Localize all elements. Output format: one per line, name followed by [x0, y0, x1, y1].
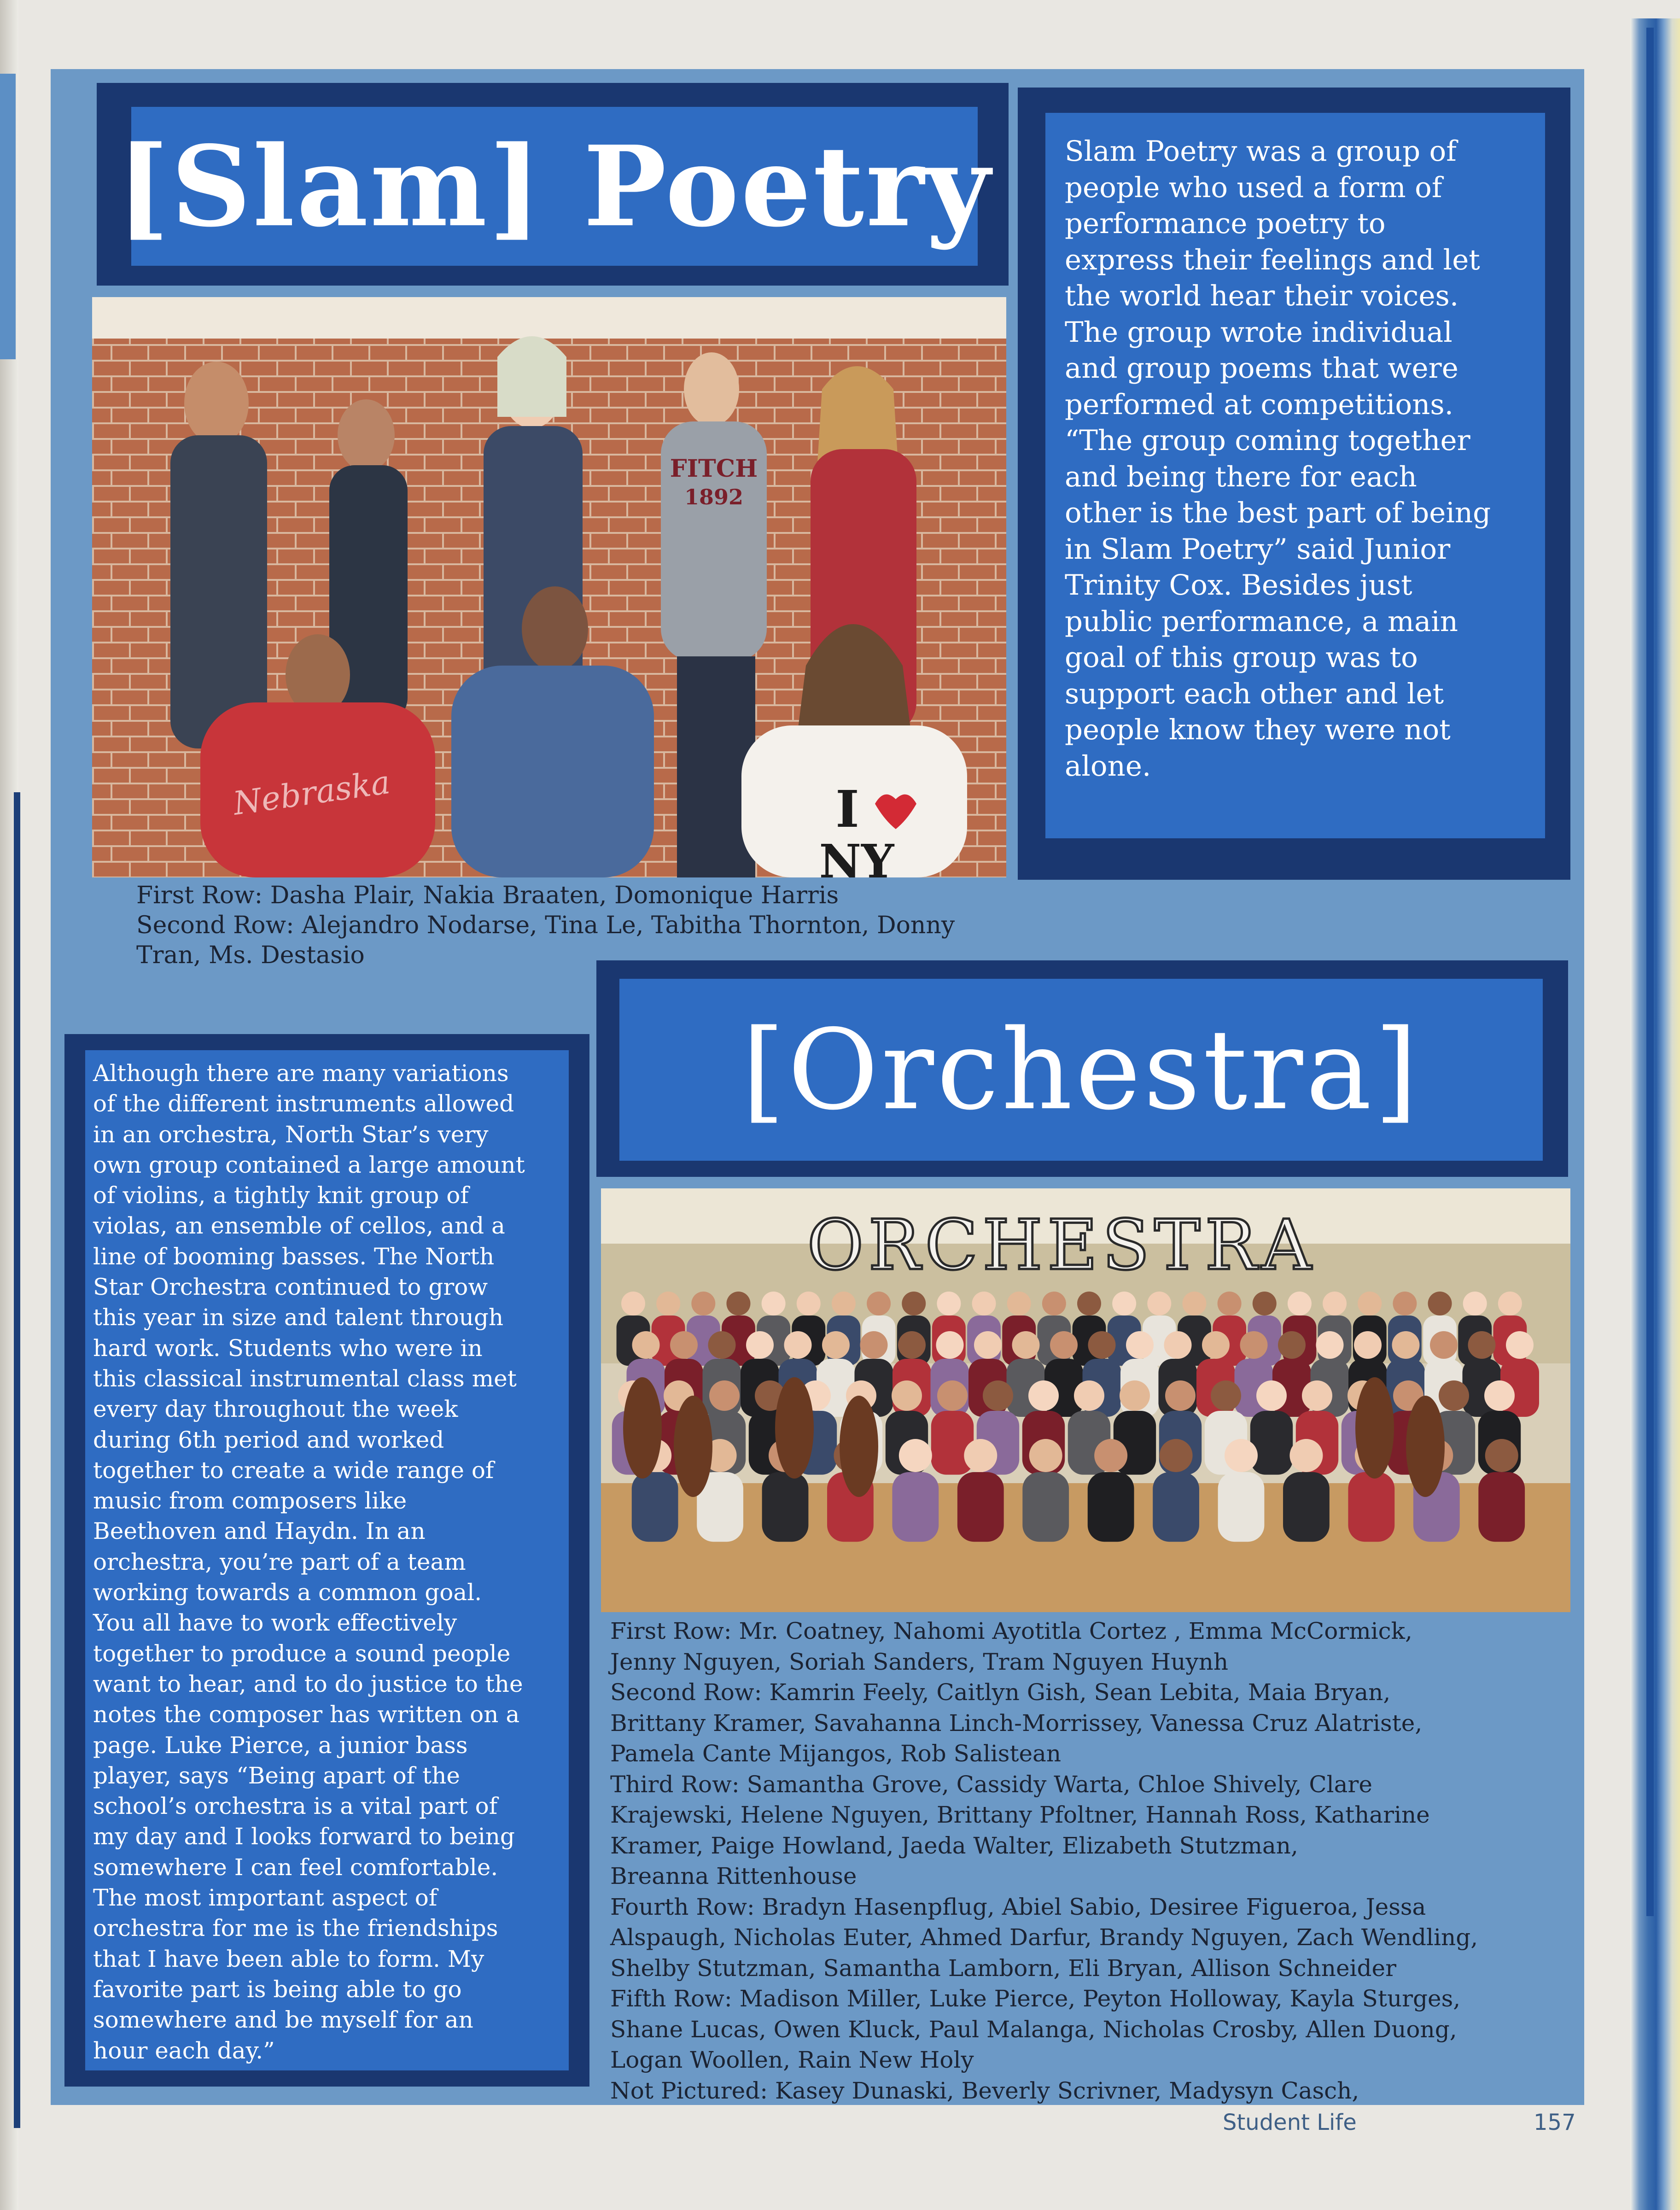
- footer-section: Student Life: [1223, 2110, 1357, 2135]
- orchestra-description-line: working towards a common goal.: [93, 1579, 482, 1606]
- student-figure: [957, 1472, 1004, 1542]
- cello-shape: [1355, 1377, 1394, 1479]
- orchestra-caption-line: Fourth Row: Bradyn Hasenpflug, Abiel Sabio, Desiree Figueroa, Jessa: [610, 1893, 1426, 1920]
- orchestra-description-line: together to produce a sound people: [93, 1640, 511, 1667]
- slam-title: [Slam] Poetry: [117, 121, 992, 251]
- student-figure: [1250, 1411, 1293, 1475]
- orchestra-description-line: during 6th period and worked: [93, 1426, 444, 1453]
- student-figure: [1088, 1472, 1134, 1542]
- student-head: [1392, 1331, 1420, 1359]
- slam-description-line: and group poems that were: [1065, 352, 1458, 385]
- orchestra-description-line: somewhere I can feel comfortable.: [93, 1853, 498, 1881]
- slam-caption: [136, 881, 955, 971]
- student-head: [1028, 1380, 1059, 1411]
- orchestra-description-line: my day and I looks forward to being: [93, 1823, 515, 1850]
- student-head: [632, 1331, 660, 1359]
- student-head: [784, 1331, 812, 1359]
- orchestra-group-photo: [601, 1188, 1570, 1612]
- slam-description-line: Slam Poetry was a group of: [1065, 135, 1457, 168]
- slam-description-line: support each other and let: [1065, 677, 1444, 710]
- slam-description-line: The group wrote individual: [1065, 316, 1452, 349]
- slam-description-line: Trinity Cox. Besides just: [1065, 569, 1412, 602]
- cello-shape: [674, 1396, 712, 1497]
- facing-page-strip: [0, 74, 16, 359]
- student-head: [1323, 1292, 1347, 1315]
- student-head: [1428, 1292, 1452, 1315]
- slam-description-line: public performance, a main: [1065, 605, 1458, 638]
- student-head: [1211, 1380, 1241, 1411]
- student-head: [832, 1292, 856, 1315]
- student-head: [1302, 1380, 1332, 1411]
- slam-description-line: alone.: [1065, 749, 1151, 783]
- student-head: [1074, 1380, 1104, 1411]
- student-head: [621, 1292, 645, 1315]
- student-head: [1164, 1331, 1192, 1359]
- student-head: [1094, 1439, 1127, 1472]
- orchestra-description-line: The most important aspect of: [93, 1884, 438, 1912]
- orchestra-description-line: hour each day.”: [93, 2037, 275, 2064]
- ny-text: NY: [819, 834, 894, 877]
- orchestra-caption-line: Third Row: Samantha Grove, Cassidy Warta, Chloe Shively, Clare: [610, 1771, 1372, 1798]
- student-head: [1218, 1292, 1242, 1315]
- student-figure: [762, 1472, 809, 1542]
- orchestra-caption-line: Second Row: Kamrin Feely, Caitlyn Gish, Sean Lebita, Maia Bryan,: [610, 1679, 1391, 1706]
- slam-photo-illustration: [92, 297, 1006, 877]
- student-head: [1160, 1439, 1193, 1472]
- student-head: [1256, 1380, 1287, 1411]
- slam-caption-line: Tran, Ms. Destasio: [136, 941, 365, 969]
- orchestra-caption-line: Kramer, Paige Howland, Jaeda Walter, Elizabeth Stutzman,: [610, 1832, 1298, 1859]
- orchestra-title: [Orchestra]: [741, 1005, 1421, 1134]
- student-head: [1029, 1439, 1062, 1472]
- student-head: [1007, 1292, 1031, 1315]
- page-number: 157: [1534, 2110, 1576, 2135]
- slam-description-line: express their feelings and let: [1065, 243, 1480, 276]
- orchestra-description: [85, 1050, 569, 2070]
- student-head: [902, 1292, 926, 1315]
- orchestra-title-panel: [619, 979, 1543, 1161]
- student-head: [964, 1439, 997, 1472]
- student-head: [1225, 1439, 1258, 1472]
- student-head: [974, 1331, 1002, 1359]
- slam-group-photo: [92, 297, 1006, 877]
- student-head: [1498, 1292, 1522, 1315]
- cello-shape: [1406, 1396, 1445, 1497]
- orchestra-description-line: notes the composer has written on a: [93, 1701, 520, 1728]
- student-head: [1120, 1380, 1150, 1411]
- slam-description-line: in Slam Poetry” said Junior: [1065, 532, 1451, 566]
- student-head: [1126, 1331, 1154, 1359]
- student-head: [1393, 1292, 1417, 1315]
- student-figure: [1022, 1472, 1069, 1542]
- orchestra-description-line: violas, an ensemble of cellos, and a: [93, 1212, 505, 1239]
- orchestra-photo-illustration: [601, 1188, 1570, 1612]
- orchestra-description-line: You all have to work effectively: [93, 1609, 457, 1637]
- slam-caption-line: First Row: Dasha Plair, Nakia Braaten, Domonique Harris: [136, 882, 839, 909]
- orchestra-description-line: this classical instrumental class met: [93, 1365, 517, 1392]
- student-head: [656, 1292, 680, 1315]
- student-head: [691, 1292, 715, 1315]
- cello-shape: [840, 1396, 878, 1497]
- slam-description-line: performance poetry to: [1065, 207, 1386, 240]
- student-head: [899, 1439, 932, 1472]
- orchestra-description-line: Although there are many variations: [93, 1060, 509, 1087]
- orchestra-banner-text: ORCHESTRA: [807, 1205, 1316, 1286]
- student-head: [1012, 1331, 1040, 1359]
- student-head: [1289, 1439, 1323, 1472]
- slam-description-line: performed at competitions.: [1065, 388, 1454, 421]
- student-head: [892, 1380, 922, 1411]
- orchestra-caption-line: Fifth Row: Madison Miller, Luke Pierce, Peyton Holloway, Kayla Sturges,: [610, 1985, 1461, 2012]
- student-head: [1463, 1292, 1487, 1315]
- cello-shape: [775, 1377, 814, 1479]
- student-head: [1112, 1292, 1136, 1315]
- student-head: [1354, 1331, 1382, 1359]
- student-head: [1358, 1292, 1382, 1315]
- fitch-text: FITCH: [670, 455, 758, 483]
- student-head: [709, 1380, 740, 1411]
- slam-caption-line: Second Row: Alejandro Nodarse, Tina Le, Tabitha Thornton, Donny: [136, 912, 955, 939]
- student-head: [1506, 1331, 1534, 1359]
- student-head: [1278, 1331, 1306, 1359]
- student-head: [1147, 1292, 1171, 1315]
- student-head: [1253, 1292, 1277, 1315]
- orchestra-caption-line: Logan Woollen, Rain New Holy: [610, 2046, 974, 2073]
- page-edge-line: [1646, 28, 1654, 1916]
- student-head: [726, 1292, 750, 1315]
- orchestra-caption-line: Pamela Cante Mijangos, Rob Salistean: [610, 1740, 1062, 1767]
- orchestra-description-line: page. Luke Pierce, a junior bass: [93, 1731, 468, 1759]
- slam-description-line: “The group coming together: [1065, 424, 1470, 457]
- orchestra-description-line: together to create a wide range of: [93, 1456, 494, 1484]
- orchestra-description-line: Beethoven and Haydn. In an: [93, 1518, 426, 1545]
- slam-description-line: other is the best part of being: [1065, 497, 1491, 529]
- cello-shape: [623, 1377, 662, 1479]
- student-head: [1240, 1331, 1268, 1359]
- student-head: [1165, 1380, 1196, 1411]
- student-head: [898, 1331, 926, 1359]
- fitch-year-text: 1892: [684, 485, 744, 509]
- orchestra-description-line: line of booming basses. The North: [93, 1243, 495, 1270]
- student-figure: [1153, 1472, 1199, 1542]
- orchestra-caption-line: First Row: Mr. Coatney, Nahomi Ayotitla Cortez , Emma McCormick,: [610, 1618, 1412, 1644]
- orchestra-description-line: Star Orchestra continued to grow: [93, 1274, 488, 1301]
- student-figure: [892, 1472, 939, 1542]
- student-figure: [632, 1472, 678, 1542]
- student-head: [1088, 1331, 1116, 1359]
- orchestra-caption-line: Shelby Stutzman, Samantha Lamborn, Eli Bryan, Allison Schneider: [610, 1954, 1397, 1982]
- student-head: [762, 1292, 786, 1315]
- orchestra-description-line: this year in size and talent through: [93, 1304, 504, 1331]
- student-head: [1316, 1331, 1344, 1359]
- student-head: [1430, 1331, 1458, 1359]
- student-head: [1202, 1331, 1230, 1359]
- orchestra-caption-line: Not Pictured: Kasey Dunaski, Beverly Scrivner, Madysyn Casch,: [610, 2077, 1359, 2104]
- student-figure: [1478, 1472, 1525, 1542]
- slam-description-line: and being there for each: [1065, 460, 1417, 493]
- orchestra-description-line: of the different instruments allowed: [93, 1090, 514, 1117]
- orchestra-description-line: orchestra for me is the friendships: [93, 1915, 498, 1942]
- nebraska-text: Nebraska: [231, 763, 393, 823]
- slam-description-line: goal of this group was to: [1065, 641, 1418, 674]
- orchestra-caption: [610, 1616, 1478, 2106]
- orchestra-caption-line: Jenny Nguyen, Soriah Sanders, Tram Nguyen Huynh: [610, 1648, 1229, 1675]
- student-head: [670, 1331, 698, 1359]
- orchestra-caption-line: Breanna Rittenhouse: [610, 1863, 857, 1889]
- orchestra-caption-line: Alspaugh, Nicholas Euter, Ahmed Darfur, Brandy Nguyen, Zach Wendling,: [610, 1924, 1478, 1951]
- orchestra-caption-line: Krajewski, Helene Nguyen, Brittany Pfoltner, Hannah Ross, Katharine: [610, 1801, 1430, 1828]
- student-head: [1485, 1439, 1518, 1472]
- orchestra-description-line: music from composers like: [93, 1487, 407, 1514]
- student-head: [867, 1292, 891, 1315]
- orchestra-description-line: in an orchestra, North Star’s very: [93, 1121, 489, 1148]
- slam-title-panel: [117, 107, 992, 266]
- student-head: [1484, 1380, 1515, 1411]
- slam-description: [1045, 113, 1545, 838]
- student-head: [983, 1380, 1013, 1411]
- student-head: [708, 1331, 736, 1359]
- orchestra-description-line: school’s orchestra is a vital part of: [93, 1793, 498, 1820]
- i-text: I: [835, 779, 859, 839]
- orchestra-description-line: that I have been able to form. My: [93, 1945, 484, 1972]
- student-head: [1042, 1292, 1066, 1315]
- orchestra-caption-line: Brittany Kramer, Savahanna Linch-Morrissey, Vanessa Cruz Alatriste,: [610, 1709, 1423, 1736]
- student-figure: [1218, 1472, 1265, 1542]
- student-head: [937, 1380, 968, 1411]
- student-head: [860, 1331, 888, 1359]
- orchestra-description-line: player, says “Being apart of the: [93, 1762, 460, 1789]
- student-head: [936, 1331, 964, 1359]
- orchestra-description-line: orchestra, you’re part of a team: [93, 1548, 466, 1575]
- student-head: [1468, 1331, 1496, 1359]
- student-head: [746, 1331, 774, 1359]
- facing-page-dark-strip: [14, 792, 20, 2128]
- student-head: [797, 1292, 821, 1315]
- slam-description-line: people know they were not: [1065, 713, 1451, 746]
- student-head: [1050, 1331, 1078, 1359]
- page-edge-right: [1630, 18, 1680, 2210]
- orchestra-description-line: own group contained a large amount: [93, 1151, 525, 1178]
- orchestra-description-line: hard work. Students who were in: [93, 1334, 483, 1362]
- student-head: [1288, 1292, 1312, 1315]
- orchestra-description-line: somewhere and be myself for an: [93, 2006, 473, 2034]
- student-figure: [1348, 1472, 1394, 1542]
- orchestra-caption-line: Shane Lucas, Owen Kluck, Paul Malanga, Nicholas Crosby, Allen Duong,: [610, 2016, 1457, 2043]
- orchestra-description-line: want to hear, and to do justice to the: [93, 1670, 523, 1697]
- student-head: [972, 1292, 996, 1315]
- orchestra-description-line: favorite part is being able to go: [93, 1976, 462, 2003]
- slam-description-line: the world hear their voices.: [1065, 280, 1459, 312]
- student-head: [1439, 1380, 1469, 1411]
- student-head: [937, 1292, 961, 1315]
- student-head: [1077, 1292, 1101, 1315]
- student-figure: [1283, 1472, 1330, 1542]
- student-head: [822, 1331, 850, 1359]
- slam-description-line: people who used a form of: [1065, 171, 1442, 204]
- orchestra-description-line: of violins, a tightly knit group of: [93, 1182, 469, 1209]
- student-head: [1182, 1292, 1206, 1315]
- orchestra-description-line: every day throughout the week: [93, 1396, 458, 1423]
